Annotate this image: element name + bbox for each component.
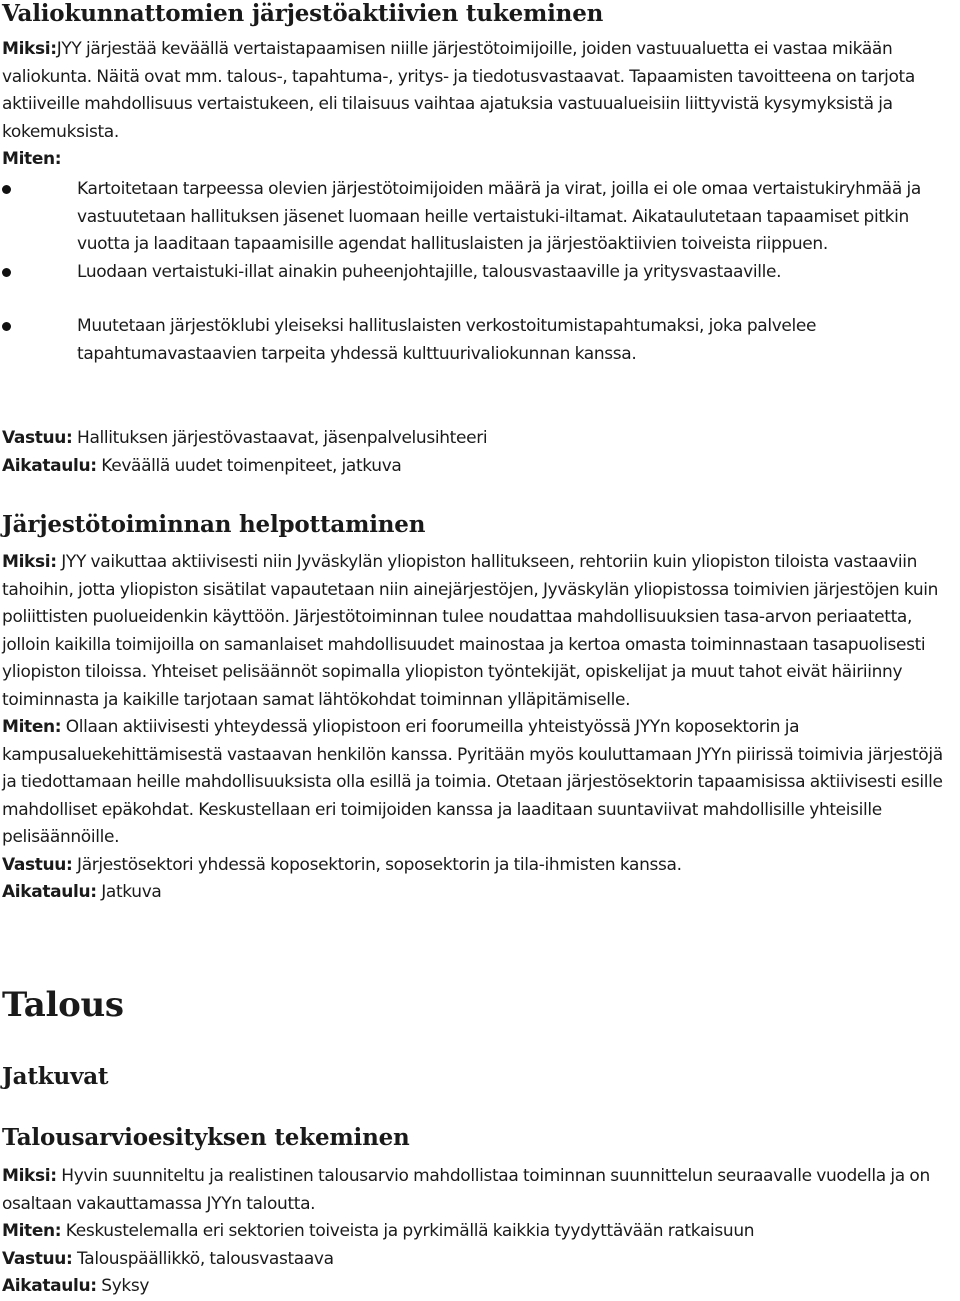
section-talousarvio-body (2, 1163, 958, 1301)
vastuu-line (2, 852, 958, 880)
aikataulu-line (2, 1273, 958, 1301)
miksi-text: JYY vaikuttaa aktiivisesti niin Jyväskylän yliopiston hallitukseen, rehtoriin kuin yliopiston tiloista vastaaviin tahoihin, jotta yliopiston sisätilat vapautetaan niin ainejärjestöjen, Jyväskylän yliopistossa toimivien järjestöjen kuin poliittisten puolueidenkin käyttöön. Järjestötoiminnan tulee noudattaa mahdollisuuksien tasa-arvon periaatetta, jolloin kaikilla toimijoilla on samanlaiset mahdollisuudet mainostaa ja kertoa omasta toiminnastaan tasapuolisesti yliopiston tiloissa. Yhteiset pelisäännöt sopimalla yliopiston työntekijät, opiskelijat ja muut tahot eivät häiriinny toiminnasta ja kaikille tarjotaan samat lähtökohdat toiminnan ylläpitämiselle. (2, 552, 939, 710)
miten-bullet-list (2, 176, 958, 368)
bullet-icon (2, 185, 11, 194)
miksi-text: JYY järjestää keväällä vertaistapaamisen niille järjestötoimijoille, joiden vastuualuetta ei vastaa mikään valiokunta. Näitä ovat mm. talous-, tapahtuma-, yritys- ja tiedotusvastaavat. Tapaamisten tavoitteena on tarjota aktiiveille mahdollisuus vertaistukeen, eli tilaisuus vaihtaa ajatuksia vastuualueisiin liittyvistä kysymyksistä ja kokemuksista. (2, 39, 915, 142)
section-talousarvio (2, 1124, 958, 1152)
list-item (2, 176, 958, 259)
aikataulu-text: Keväällä uudet toimenpiteet, jatkuva (96, 455, 402, 476)
vastuu-line (2, 425, 958, 453)
aikataulu-text: Syksy (96, 1276, 150, 1296)
miksi-label: Miksi: (2, 1166, 57, 1186)
list-item (2, 313, 958, 368)
section-valiokunnattomat-footer (2, 425, 958, 480)
aikataulu-text: Jatkuva (96, 882, 162, 902)
aikataulu-label: Aikataulu: (2, 882, 97, 902)
section-jatkuvat (2, 1063, 958, 1091)
miksi-text: Hyvin suunniteltu ja realistinen talousarvio mahdollistaa toiminnan suunnittelun seuraavalle vuodella ja on osaltaan vakauttamassa JYYn taloutta. (2, 1166, 930, 1214)
miten-label: Miten: (2, 1221, 62, 1241)
miten-text: Keskustelemalla eri sektorien toiveista ja pyrkimällä kaikkia tyydyttävään ratkaisuun (61, 1221, 755, 1241)
section-talous (2, 985, 958, 1025)
section-title: Järjestötoiminnan helpottaminen (2, 511, 426, 538)
miksi-label: Miksi: (2, 552, 57, 572)
aikataulu-line (2, 879, 958, 907)
miten-line (2, 1218, 958, 1246)
section-jarjestotoiminta-body (2, 549, 958, 907)
section-valiokunnattomat (2, 0, 958, 28)
miksi-paragraph (2, 1163, 958, 1218)
list-item-text: Kartoitetaan tarpeessa olevien järjestötoimijoiden määrä ja virat, joilla ei ole omaa vertaistukiryhmää ja vastuutetaan hallituksen jäsenet luomaan heille vertaistuki-iltamat. Aikataulutetaan tapaamiset pitkin vuotta ja laaditaan tapaamisille agendat hallituslaisten ja järjestöaktiivien toiveista riippuen. (77, 179, 921, 254)
chapter-title: Talous (2, 985, 124, 1025)
list-item-text: Muutetaan järjestöklubi yleiseksi hallituslaisten verkostoitumistapahtumaksi, joka palvelee tapahtumavastaavien tarpeita yhdessä kulttuurivaliokunnan kanssa. (77, 316, 817, 364)
list-item-text: Luodaan vertaistuki-illat ainakin puheenjohtajille, talousvastaaville ja yritysvastaaville. (77, 261, 782, 282)
vastuu-text: Järjestösektori yhdessä koposektorin, soposektorin ja tila-ihmisten kanssa. (72, 854, 682, 875)
miksi-paragraph (2, 36, 958, 146)
miten-paragraph (2, 714, 958, 852)
miten-label-line (2, 146, 958, 174)
section-jarjestotoiminta (2, 511, 958, 539)
section-title: Valiokunnattomien järjestöaktiivien tukeminen (2, 0, 604, 27)
miksi-paragraph (2, 549, 958, 714)
subsection-title: Jatkuvat (2, 1063, 109, 1090)
vastuu-text: Hallituksen järjestövastaavat, jäsenpalvelusihteeri (72, 428, 488, 448)
miksi-label: Miksi: (2, 39, 57, 59)
section-valiokunnattomat-body (2, 36, 958, 174)
list-item (2, 259, 958, 287)
aikataulu-label: Aikataulu: (2, 455, 97, 476)
vastuu-line (2, 1246, 958, 1274)
vastuu-label: Vastuu: (2, 854, 73, 875)
vastuu-label: Vastuu: (2, 428, 73, 448)
vastuu-label: Vastuu: (2, 1248, 73, 1269)
miten-label: Miten: (2, 717, 62, 737)
section-title: Talousarvioesityksen tekeminen (2, 1124, 410, 1151)
aikataulu-line (2, 453, 958, 481)
bullet-icon (2, 268, 11, 277)
vastuu-text: Talouspäällikkö, talousvastaava (72, 1248, 334, 1269)
aikataulu-label: Aikataulu: (2, 1276, 97, 1296)
miten-text: Ollaan aktiivisesti yhteydessä yliopistoon eri foorumeilla yhteistyössä JYYn koposektorin ja kampusaluekehittämisestä vastaavan henkilön kanssa. Pyritään myös kouluttamaan JYYn piirissä toimivia järjestöjä ja tiedottamaan heille mahdollisuuksista olla esillä ja toimia. Otetaan järjestösektorin tapaamisissa aktiivisesti esille mahdolliset epäkohdat. Keskustellaan eri toimijoiden kanssa ja laaditaan suuntaviivat mahdollisille yhteisille pelisäännöille. (2, 717, 943, 847)
miten-label: Miten: (2, 149, 62, 169)
bullet-icon (2, 322, 11, 331)
